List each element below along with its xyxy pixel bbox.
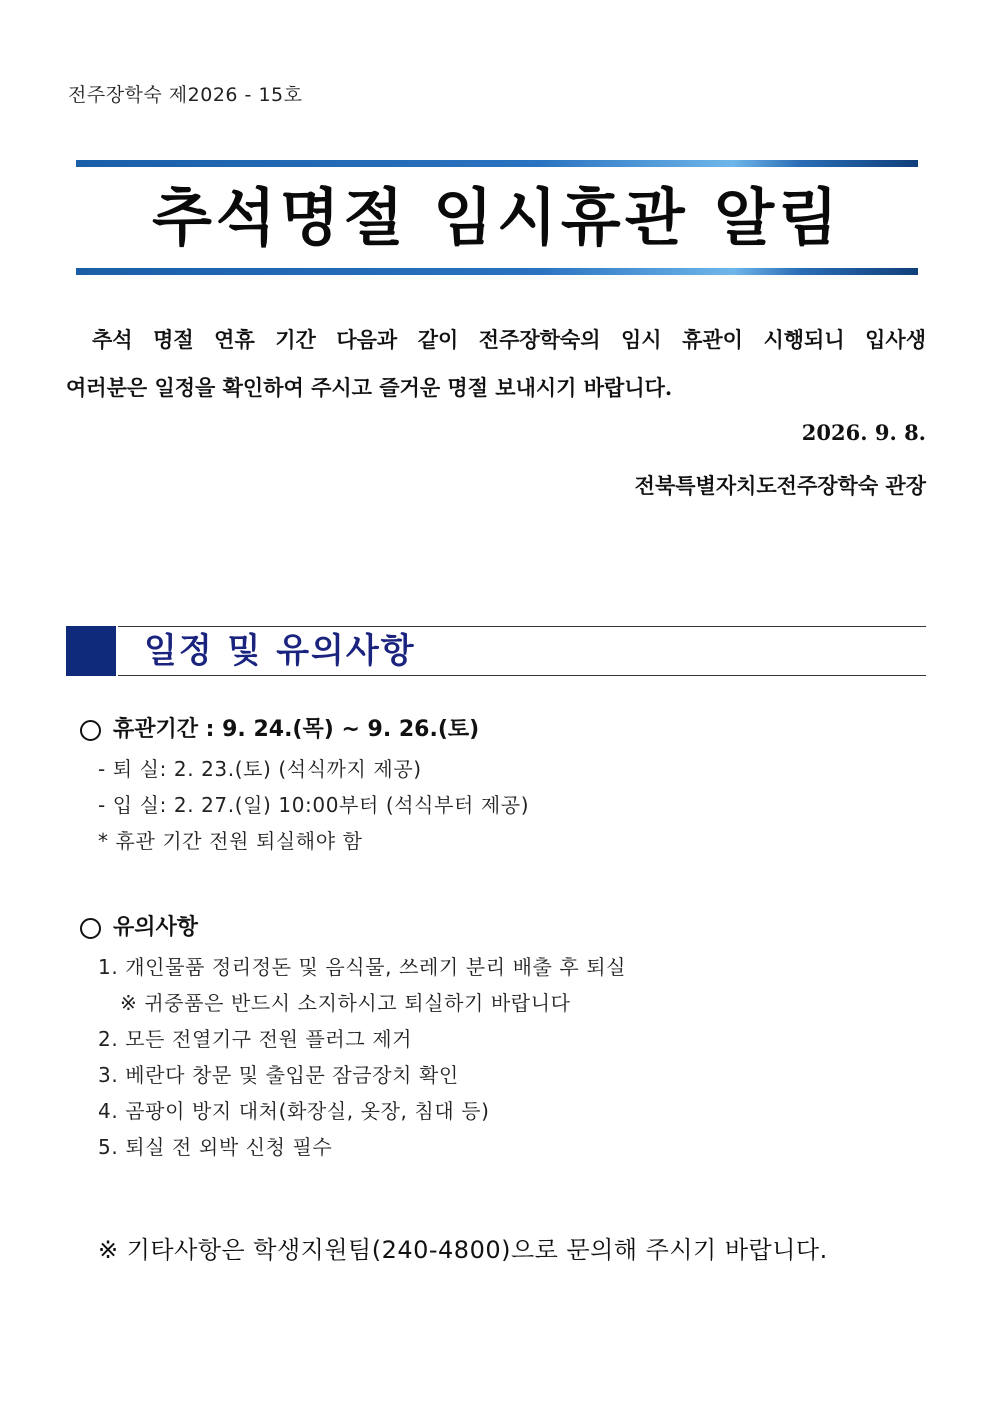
list-item: 5. 퇴실 전 외박 신청 필수 bbox=[98, 1135, 333, 1159]
circle-bullet-icon bbox=[80, 918, 101, 939]
section-top-rule bbox=[118, 626, 926, 627]
page-title: 추석명절 임시휴관 알림 bbox=[151, 181, 843, 254]
circle-bullet-icon bbox=[80, 720, 101, 741]
notes-list bbox=[80, 949, 920, 1165]
title-bottom-rule bbox=[76, 268, 918, 275]
list-item: ※ 귀중품은 반드시 소지하시고 퇴실하기 바랍니다 bbox=[120, 991, 571, 1015]
document-number: 전주장학숙 제2026 - 15호 bbox=[68, 84, 303, 106]
section-marker-block bbox=[66, 626, 116, 676]
list-item: 1. 개인물품 정리정돈 및 음식물, 쓰레기 분리 배출 후 퇴실 bbox=[98, 955, 627, 979]
closure-group bbox=[80, 715, 920, 859]
closure-heading-text: 휴관기간 : 9. 24.(목) ~ 9. 26.(토) bbox=[113, 717, 480, 742]
title-top-rule bbox=[76, 160, 918, 167]
list-item: - 입 실: 2. 27.(일) 10:00부터 (석식부터 제공) bbox=[98, 793, 530, 817]
list-item: - 퇴 실: 2. 23.(토) (석식까지 제공) bbox=[98, 757, 422, 781]
notes-group bbox=[80, 913, 920, 1165]
closure-list bbox=[80, 751, 920, 859]
signature: 전북특별자치도전주장학숙 관장 bbox=[634, 473, 926, 498]
intro-line-2: 여러분은 일정을 확인하여 주시고 즐거운 명절 보내시기 바랍니다. bbox=[66, 375, 673, 400]
list-item: 2. 모든 전열기구 전원 플러그 제거 bbox=[98, 1027, 413, 1051]
intro-paragraph bbox=[66, 316, 926, 412]
list-item: 3. 베란다 창문 및 출입문 잠금장치 확인 bbox=[98, 1063, 459, 1087]
intro-line-1: 추석 명절 연휴 기간 다음과 같이 전주장학숙의 임시 휴관이 시행되니 입사생 bbox=[92, 327, 926, 352]
section-bottom-rule bbox=[118, 675, 926, 676]
issue-date: 2026. 9. 8. bbox=[801, 420, 926, 445]
notes-heading bbox=[80, 913, 920, 943]
notes-heading-text: 유의사항 bbox=[113, 915, 199, 940]
section-header bbox=[66, 626, 926, 676]
list-item: * 휴관 기간 전원 퇴실해야 함 bbox=[98, 829, 363, 853]
section-title: 일정 및 유의사항 bbox=[144, 631, 416, 671]
list-item: 4. 곰팡이 방지 대처(화장실, 옷장, 침대 등) bbox=[98, 1099, 490, 1123]
contact-note: ※ 기타사항은 학생지원팀(240-4800)으로 문의해 주시기 바랍니다. bbox=[98, 1236, 828, 1264]
closure-heading bbox=[80, 715, 920, 745]
